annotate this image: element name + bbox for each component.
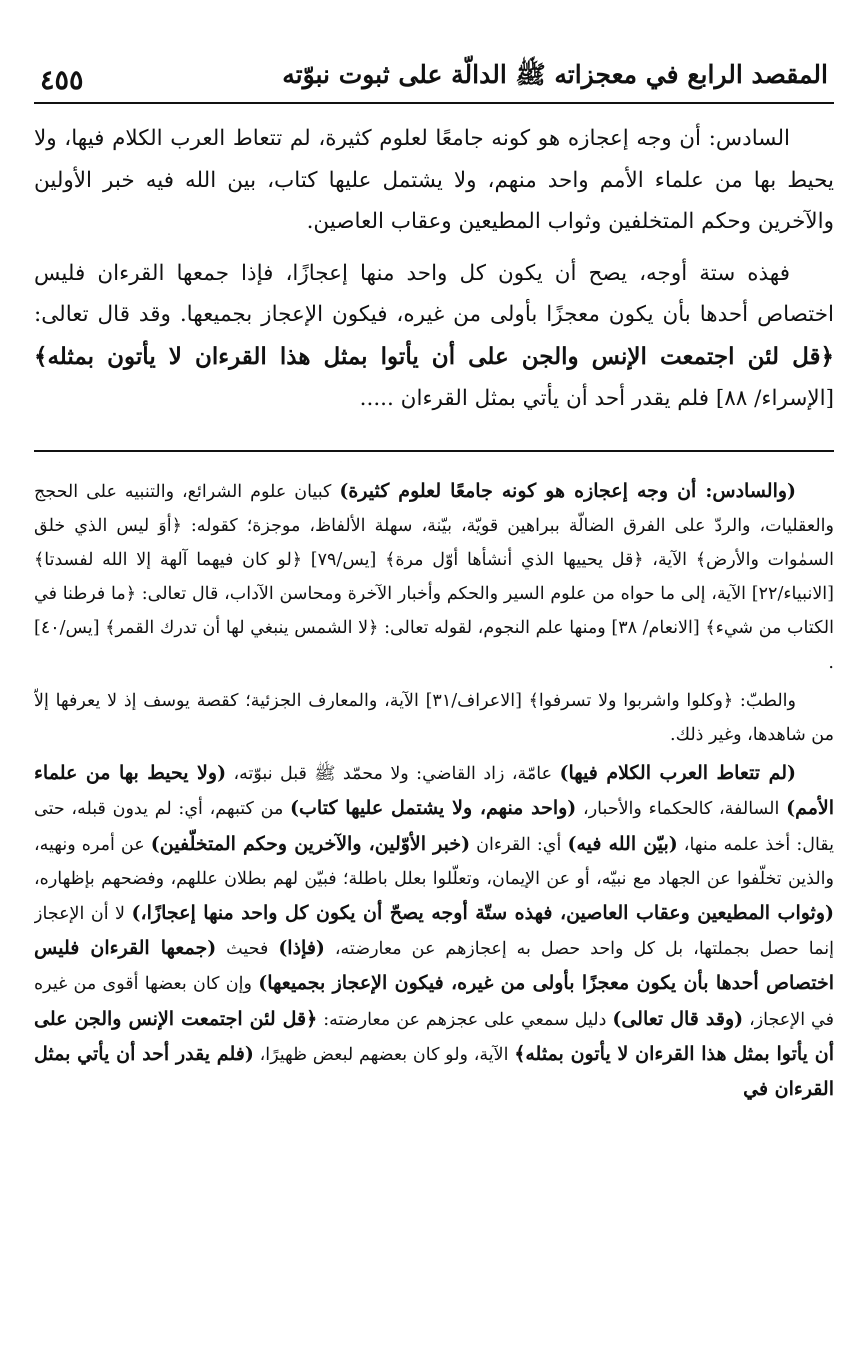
main-paragraph-six-aspects-text: فهذه ستة أوجه، يصح أن يكون كل واحد منها إعجازًا، فإذا جمعها القرءان فليس اختصاص أحدها بأن يكون معجزًا بأولى من غيره، فيكون الإعجاز بجميعها. (34, 260, 834, 327)
commentary-text: دليل سمعي على عجزهم عن معارضته: (317, 1009, 613, 1030)
commentary-text: والطبّ: ﴿وكلوا واشربوا ولا تسرفوا﴾ [الاعراف/٣١] الآية، والمعارف الجزئية؛ كقصة يوسف إذ لا يعرفها إلاّ من شاهدها، وغير ذلك. (34, 690, 834, 745)
commentary-lemma: (فلم يقدر أحد أن يأتي بمثل القرءان في (34, 1042, 834, 1100)
commentary-paragraph-1 (34, 474, 834, 680)
main-quote-rest: [الإسراء/ ٨٨] فلم يقدر أحد أن يأتي بمثل القرءان ..... (359, 386, 834, 411)
main-text (34, 118, 834, 420)
quran-verse-isra-88: ﴿قل لئن اجتمعت الإنس والجن على أن يأتوا بمثل هذا القرءان لا يأتون بمثله﴾ (34, 342, 834, 370)
commentary-lemma: (لم تتعاط العرب الكلام فيها) (559, 762, 796, 785)
commentary-text: السالفة، كالحكماء والأحبار، (576, 799, 787, 820)
commentary-text: من كتبهم، أي: لم يدون قبله، حتى يقال: أخذ علمه منها، (34, 799, 834, 855)
commentary-paragraph-2 (34, 684, 834, 752)
commentary-lemma: (وقد قال تعالى) (612, 1007, 744, 1030)
page-number: ٤٥٥ (40, 65, 84, 96)
page-header (34, 50, 834, 104)
commentary-text: الآية، ولو كان بعضهم لبعض ظهيرًا، (253, 1044, 515, 1065)
commentary-lemma: (جمعها القرءان فليس اختصاص أحدها بأن يكون معجزًا بأولى من غيره، فيكون الإعجاز بجميعها) (34, 937, 834, 995)
commentary-lemma: (والسادس: أن وجه إعجازه هو كونه جامعًا لعلوم كثيرة) (339, 479, 797, 502)
commentary-lemma: (فإذا) (278, 937, 325, 960)
commentary-text: كبيان علوم الشرائع، والتنبيه على الحجج والعقليات، والردّ على الفرق الضالّة ببراهين قويّة، بيّنة، سهلة الألفاظ، موجزة؛ كقوله: ﴿أوَ ليس الذي خلق السمٰوات والأرض﴾ الآية، ﴿قل يحييها الذي أنشأها أوّل مرة﴾ [يس/٧٩] ﴿لو كان فيهما آلهة إلا الله لفسدتا﴾ [الانبياء/٢٢] الآية، إلى ما حواه من علوم السير والحكم وأخبار الآخرة ومحاسن الآداب، قال تعالى: ﴿ما فرطنا في الكتاب من شيء﴾ [الانعام/ ٣٨] ومنها علم النجوم، لقوله تعالى: ﴿لا الشمس ينبغي لها أن تدرك القمر﴾ [يس/٤٠] . (34, 481, 834, 673)
commentary-text: لا أن الإعجاز إنما حصل بجملتها، بل كل واحد حصل به إعجازهم عن معارضته، (34, 903, 834, 960)
commentary-text: عامّة، زاد القاضي: ولا محمّد ﷺ قبل نبوّته، (226, 764, 560, 785)
commentary-lemma: (ولا يحيط بها من علماء الأمم) (34, 762, 834, 820)
commentary-lemma: (خبر الأوّلين، والآخرين وحكم المتخلّفين) (150, 832, 471, 855)
commentary-lemma: (واحد منهم، ولا يشتمل عليها كتاب) (290, 797, 577, 820)
commentary-lemma: (وثواب المطيعين وعقاب العاصين، فهذه ستّة أوجه يصحّ أن يكون كل واحد منها إعجازًا،) (131, 901, 834, 924)
commentary-text: عن أمره ونهيه، والذين تخلّفوا عن الجهاد مع نبيّه، أو عن الإيمان، وتعلّلوا بعلل باطلة؛ فبيّن لهم بطلان عللهم، وفضحهم بإظهاره، (34, 834, 834, 889)
main-paragraph-sixth-aspect: السادس: أن وجه إعجازه هو كونه جامعًا لعلوم كثيرة، لم تتعاط العرب الكلام فيها، ولا يحيط بها من علماء الأمم واحد منهم، ولا يشتمل عليها كتاب، بين الله فيه خبر الأولين والآخرين وحكم المتخلفين وثواب المطيعين وعقاب العاصين. (34, 126, 834, 234)
commentary-quran-verse: ﴿قل لئن اجتمعت الإنس والجن على أن يأتوا بمثل هذا القرءان لا يأتون بمثله﴾ (34, 1007, 834, 1065)
commentary-text: فحيث (216, 939, 279, 960)
commentary-text: أي: القرءان (470, 834, 568, 855)
commentary-text: وإن كان بعضها أقوى من غيره في الإعجاز، (34, 974, 834, 1030)
footnote-divider (34, 450, 834, 452)
book-page (34, 50, 834, 1340)
commentary-section (34, 474, 834, 1108)
commentary-lemma: (بيّن الله فيه) (567, 832, 678, 855)
running-title: المقصد الرابع في معجزاته ﷺ الدالّة على ثبوت نبوّته (282, 60, 828, 89)
main-paragraph-six-aspects (34, 253, 834, 420)
main-quote-intro: وقد قال تعالى: (34, 302, 171, 327)
commentary-paragraph-3 (34, 756, 834, 1107)
